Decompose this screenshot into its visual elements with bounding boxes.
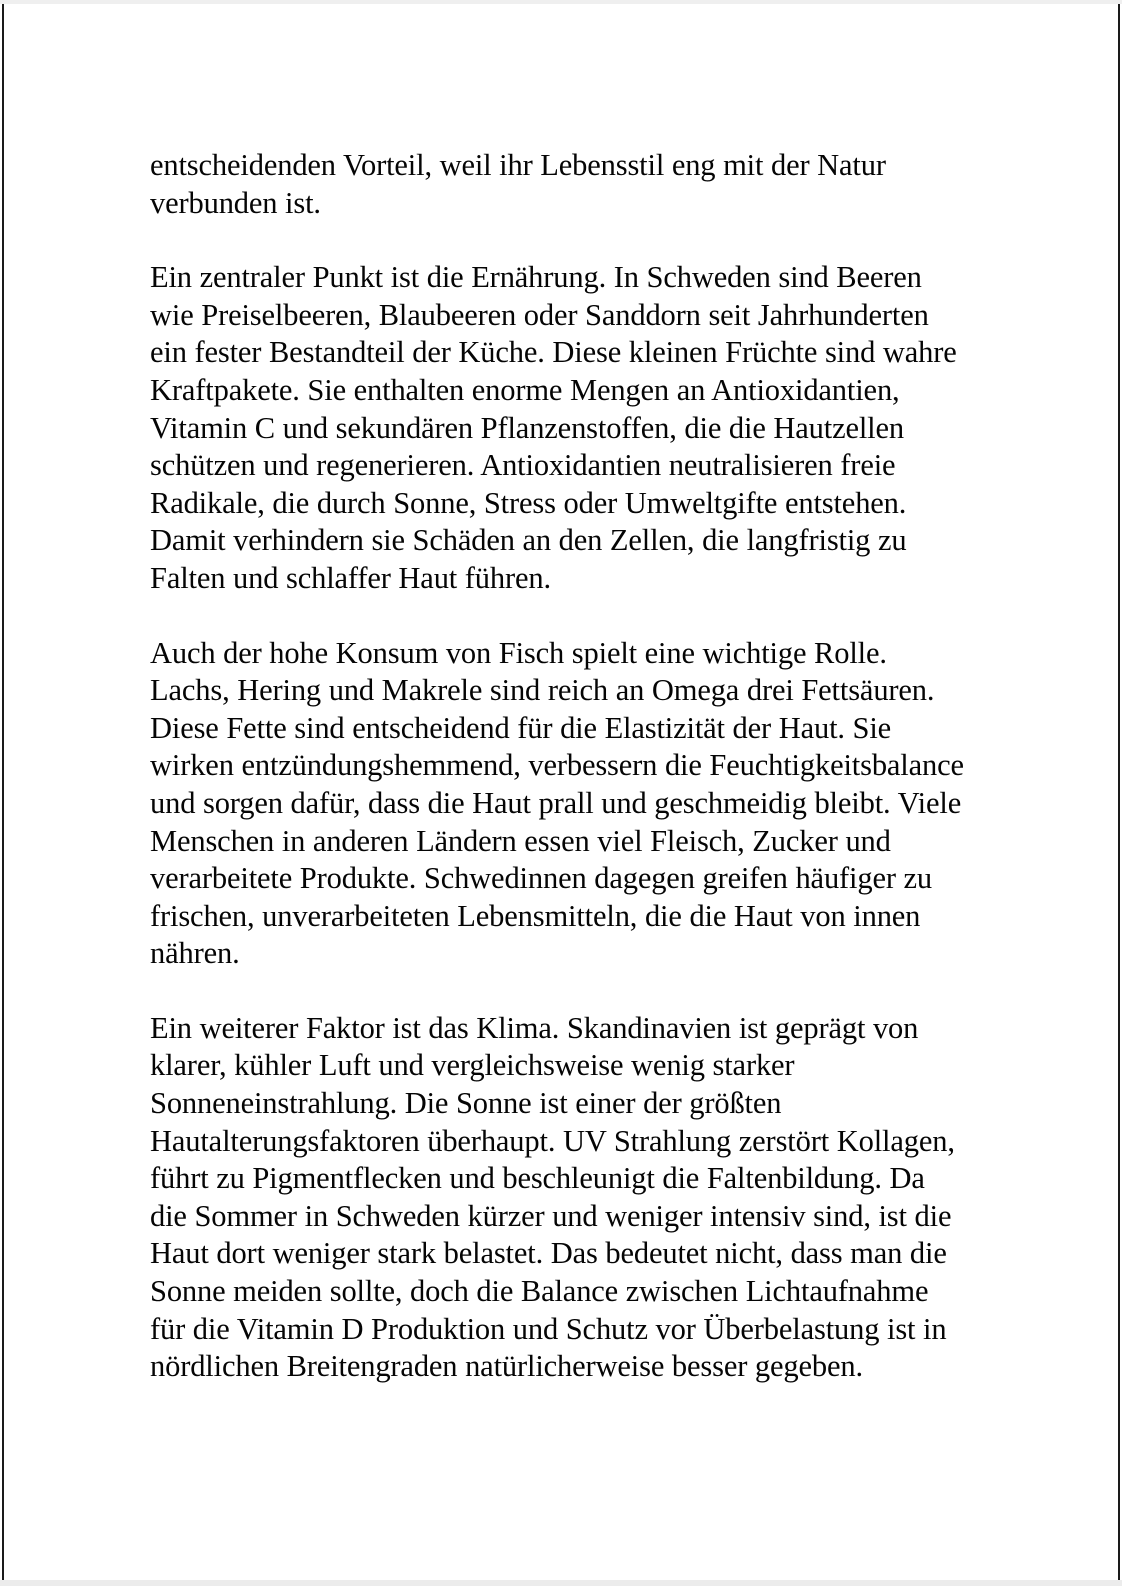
page-right-rule <box>1118 4 1120 1580</box>
body-paragraph-2: Ein zentraler Punkt ist die Ernährung. In Schweden sind Beeren wie Preiselbeeren, Blaubeeren oder Sanddorn seit Jahrhunderten ein fester Bestandteil der Küche. Diese kleinen Früchte sind wahre Kraftpakete. Sie enthalten enorme Mengen an Antioxidantien, Vitamin C und sekundären Pflanzenstoffen, die die Hautzellen schützen und regenerieren. Antioxidantien neutralisieren freie Radikale, die durch Sonne, Stress oder Umweltgifte entstehen. Damit verhindern sie Schäden an den Zellen, die langfristig zu Falten und schlaffer Haut führen. <box>150 260 957 595</box>
page-left-rule <box>2 4 4 1580</box>
document-text-column <box>150 147 968 1386</box>
document-page-sheet <box>4 4 1118 1580</box>
body-paragraph-4: Ein weiterer Faktor ist das Klima. Skandinavien ist geprägt von klarer, kühler Luft und vergleichsweise wenig starker Sonneneinstrahlung. Die Sonne ist einer der größten Hautalterungsfaktoren überhaupt. UV Strahlung zerstört Kollagen, führt zu Pigmentflecken und beschleunigt die Faltenbildung. Da die Sommer in Schweden kürzer und weniger intensiv sind, ist die Haut dort weniger stark belastet. Das bedeutet nicht, dass man die Sonne meiden sollte, doch die Balance zwischen Lichtaufnahme für die Vitamin D Produktion und Schutz vor Überbelastung ist in nördlichen Breitengraden natürlicherweise besser gegeben. <box>150 1010 955 1384</box>
page-bottom-edge-strip <box>0 1580 1122 1586</box>
body-paragraph-3: Auch der hohe Konsum von Fisch spielt eine wichtige Rolle. Lachs, Hering und Makrele sind reich an Omega drei Fettsäuren. Diese Fette sind entscheidend für die Elastizität der Haut. Sie wirken entzündungshemmend, verbessern die Feuchtigkeitsbalance und sorgen dafür, dass die Haut prall und geschmeidig bleibt. Viele Menschen in anderen Ländern essen viel Fleisch, Zucker und verarbeitete Produkte. Schwedinnen dagegen greifen häufiger zu frischen, unverarbeiteten Lebensmitteln, die die Haut von innen nähren. <box>150 635 964 971</box>
body-paragraph-1: entscheidenden Vorteil, weil ihr Lebensstil eng mit der Natur verbunden ist. <box>150 148 886 220</box>
